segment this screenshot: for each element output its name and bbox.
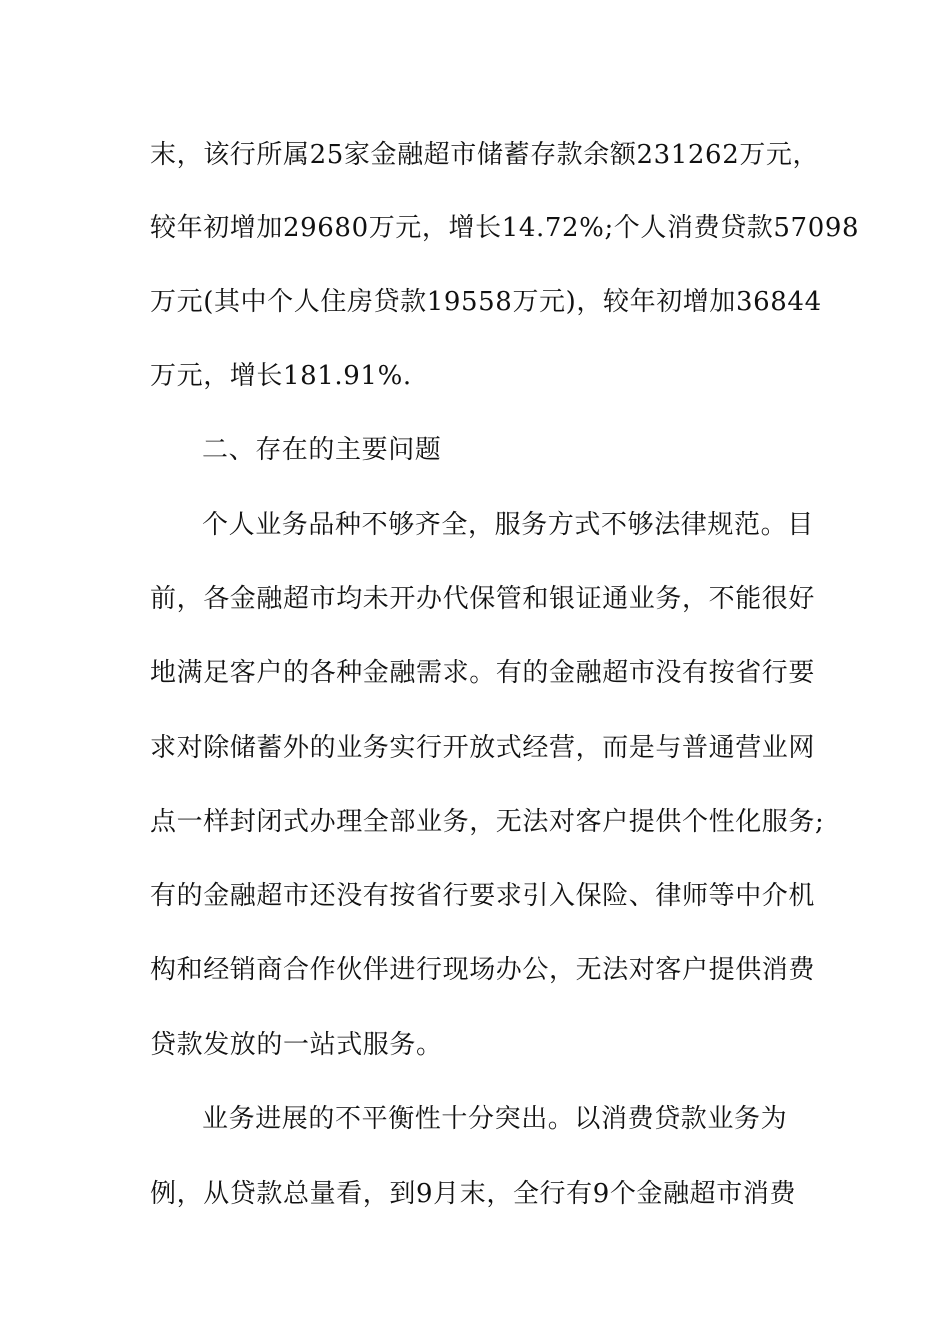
section-heading: 二、存在的主要问题: [202, 435, 442, 465]
paragraph-line: 末，该行所属25家金融超市储蓄存款余额231262万元，: [150, 140, 820, 170]
paragraph-line: 求对除储蓄外的业务实行开放式经营，而是与普通营业网: [150, 733, 816, 763]
paragraph-line: 例，从贷款总量看，到9月末，全行有9个金融超市消费: [150, 1179, 797, 1209]
paragraph-line: 贷款发放的一站式服务。: [150, 1030, 443, 1060]
paragraph-line: 点一样封闭式办理全部业务，无法对客户提供个性化服务;: [150, 807, 825, 837]
paragraph-line: 有的金融超市还没有按省行要求引入保险、律师等中介机: [150, 881, 816, 911]
paragraph-line: 个人业务品种不够齐全，服务方式不够法律规范。目: [202, 510, 814, 540]
paragraph-line: 构和经销商合作伙伴进行现场办公，无法对客户提供消费: [150, 955, 816, 985]
paragraph-line: 较年初增加29680万元，增长14.72%;个人消费贷款57098: [150, 213, 860, 243]
paragraph-line: 业务进展的不平衡性十分突出。以消费贷款业务为: [202, 1104, 788, 1134]
paragraph-line: 万元，增长181.91%.: [150, 361, 412, 391]
paragraph-line: 万元(其中个人住房贷款19558万元)，较年初增加36844: [150, 287, 822, 317]
paragraph-line: 地满足客户的各种金融需求。有的金融超市没有按省行要: [150, 658, 816, 688]
paragraph-line: 前，各金融超市均未开办代保管和银证通业务，不能很好: [150, 584, 816, 614]
